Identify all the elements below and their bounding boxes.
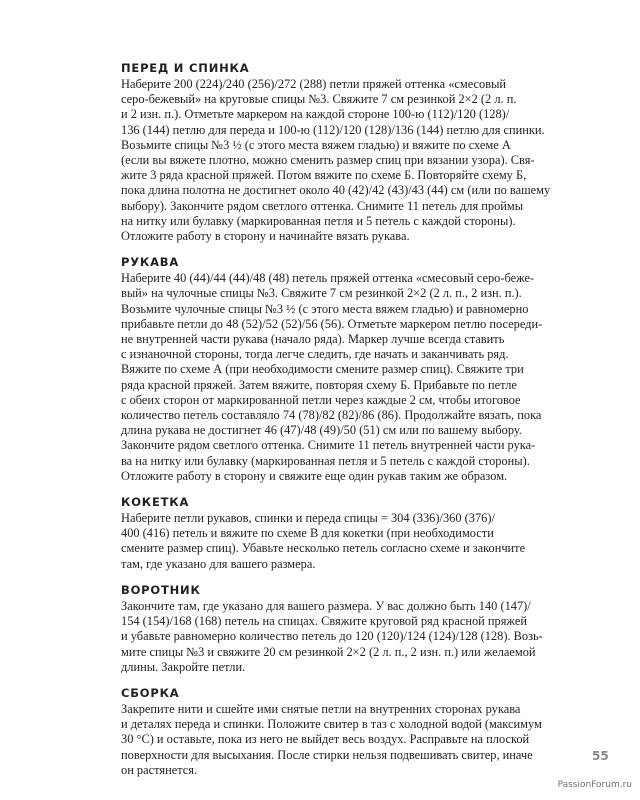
text-line: прибавьте петли до 48 (52)/52 (52)/56 (56). Отметьте маркером петлю посереди-	[121, 316, 543, 331]
page-content	[121, 60, 551, 788]
text-line: и 2 изн. п.). Отметьте маркером на каждой стороне 100-ю (112)/120 (128)/	[121, 107, 510, 122]
text-line: выбору). Закончите рядом светлого оттенка. Снимите 11 петель для проймы	[121, 198, 524, 213]
text-line: 400 (416) петель и вяжите по схеме В для кокетки (при необходимости	[121, 526, 494, 541]
text-line: 136 (144) петлю для переда и 100-ю (112)/120 (128)/136 (144) петлю для спинки.	[121, 122, 545, 137]
text-line: вый» на чулочные спицы №3. Свяжите 7 см резинкой 2×2 (2 л. п., 2 изн. п.).	[121, 286, 522, 301]
text-line: на нитку или булавку (маркированная петля и 5 петель с каждой стороны).	[121, 213, 516, 228]
text-line: там, где указано для вашего размера.	[121, 556, 316, 571]
text-line: и деталях переда и спинки. Положите свитер в таз с холодной водой (максимум	[121, 717, 542, 732]
section-body	[121, 271, 543, 484]
section-assembly	[121, 685, 543, 778]
text-line: Закончите рядом светлого оттенка. Снимите 11 петель внутренней части рука-	[121, 438, 536, 453]
text-line: (если вы вяжете плотно, можно сменить размер спиц при вязании узора). Свя-	[121, 153, 535, 168]
page-number: 55	[592, 749, 609, 763]
watermark: PassionForum.ru	[557, 780, 632, 790]
text-line: смените размер спиц). Убавьте несколько петель согласно схеме и закончите	[121, 541, 526, 556]
text-line: с обеих сторон от маркированной петли через каждые 2 см, чтобы итоговое	[121, 392, 521, 407]
text-line: Вяжите по схеме А (при необходимости смените размер спиц). Свяжите три	[121, 362, 524, 377]
section-body	[121, 702, 543, 778]
section-title: ВОРОТНИК	[121, 582, 201, 597]
text-line: не внутренней части рукава (начало ряда). Маркер лучше всегда ставить	[121, 332, 505, 347]
text-line: с изнаночной стороны, тогда легче следить, где начать и заканчивать ряд.	[121, 347, 509, 362]
text-line: Возьмите спицы №3 ½ (с этого места вяжем гладью) и вяжите по схеме А	[121, 137, 511, 152]
text-line: ва на нитку или булавку (маркированная петля и 5 петель с каждой стороны).	[121, 453, 530, 468]
section-body	[121, 599, 543, 675]
section-collar	[121, 582, 543, 675]
section-title: СБОРКА	[121, 685, 180, 700]
section-title: ПЕРЕД И СПИНКА	[121, 61, 250, 75]
text-line: Закрепите нити и сшейте ими снятые петли на внутренних сторонах рукава	[121, 701, 521, 716]
text-line: Отложите работу в сторону и начинайте вязать рукава.	[121, 229, 410, 244]
text-line: мите спицы №3 и свяжите 20 см резинкой 2×2 (2 л. п., 2 изн. п.) или желаемой	[121, 644, 536, 659]
section-title: РУКАВА	[121, 255, 180, 270]
text-line: количество петель составляло 74 (78)/82 (82)/86 (86). Продолжайте вязать, пока	[121, 408, 542, 423]
section-body	[121, 511, 543, 572]
text-line: поверхности для высыхания. После стирки нельзя подвешивать свитер, иначе	[121, 747, 533, 762]
text-line: 154 (154)/168 (168) петель на спицах. Свяжите круговой ряд красной пряжей	[121, 614, 527, 629]
text-line: Отложите работу в сторону и свяжите еще один рукав таким же образом.	[121, 468, 508, 483]
section-front-back	[121, 60, 551, 244]
section-title: КОКЕТКА	[121, 495, 190, 510]
text-line: Наберите 40 (44)/44 (44)/48 (48) петель пряжей оттенка «смесовый серо-беже-	[121, 271, 535, 286]
text-line: и убавьте равномерно количество петель до 120 (120)/124 (124)/128 (128). Возь-	[121, 629, 543, 644]
text-line: пока длина полотна не достигнет около 40 (42)/42 (43)/43 (44) см (или по вашему	[121, 183, 551, 198]
text-line: 30 °С) и оставьте, пока из него не выйдет весь воздух. Расправьте на плоской	[121, 732, 530, 747]
text-line: Наберите 200 (224)/240 (256)/272 (288) петли пряжей оттенка «смесовый	[121, 77, 507, 91]
section-sleeves	[121, 254, 543, 484]
text-line: длины. Закройте петли.	[121, 659, 246, 674]
text-line: Наберите петли рукавов, спинки и переда спицы = 304 (336)/360 (376)/	[121, 511, 495, 526]
section-body	[121, 77, 551, 244]
section-yoke	[121, 494, 543, 572]
text-line: Закончите там, где указано для вашего размера. У вас должно быть 140 (147)/	[121, 598, 531, 613]
text-line: жите 3 ряда красной пряжей. Потом вяжите по схеме Б. Повторяйте схему Б,	[121, 168, 527, 183]
text-line: ряда красной пряжей. Затем вяжите, повторяя схему Б. Прибавьте по петле	[121, 377, 517, 392]
text-line: он растянется.	[121, 762, 198, 777]
text-line: серо-бежевый» на круговые спицы №3. Свяжите 7 см резинкой 2×2 (2 л. п.	[121, 92, 517, 107]
text-line: Возьмите чулочные спицы №3 ½ (с этого места вяжем гладью) и равномерно	[121, 301, 529, 316]
text-line: длина рукава не достигнет 46 (47)/48 (49)/50 (51) см или по вашему выбору.	[121, 423, 522, 438]
